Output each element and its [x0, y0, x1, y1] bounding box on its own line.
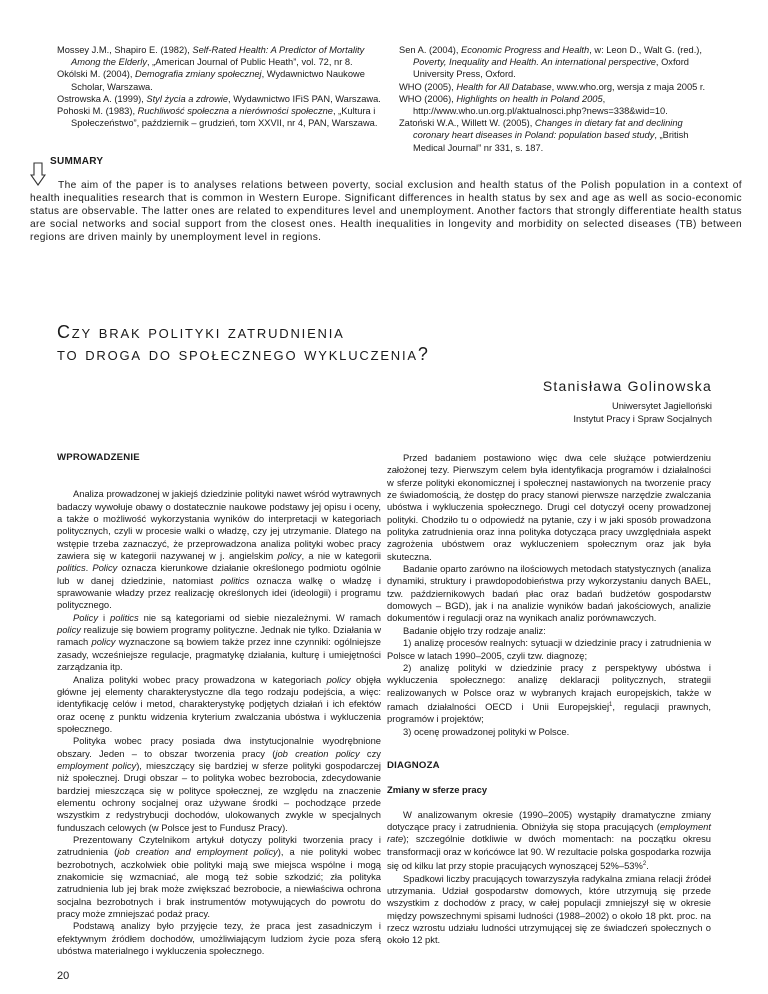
reference-item: Pohoski M. (1983), Ruchliwość społeczna a nierówności społeczne, „Kultura i Społeczeństwo”, październik – grudzień, tom XXVII, nr 4, PAN, Warszawa.	[57, 106, 378, 129]
affiliation-line-2: Instytut Pracy i Spraw Socjalnych	[573, 412, 712, 424]
article-title-line-1: Czy brak polityki zatrudnienia	[57, 322, 345, 342]
paragraph: Polityka wobec pracy posiada dwa instytucjonalnie wyodrębnione obszary. Jeden – to obszar tworzenia pracy (job creation policy czy employment policy), mieszczący się bardziej w sferze polityki gospodarczej niż społecznej. Drugi obszar – to polityka wobec bezrobocia, zdecydowanie bardziej mieszcząca się w polityce społecznej, ze względu na znaczenie elementu ochrony socjalnej oraz używane środki – pochodzące przede wszystkim z redystrybucji dochodów, ulokowanych zwykle w specjalnych funduszach celowych (w Polsce jest to Fundusz Pracy).	[57, 735, 381, 833]
list-item: 3) ocenę prowadzonej polityki w Polsce.	[403, 725, 570, 737]
reference-item: WHO (2005), Health for All Database, www.who.org, wersja z maja 2005 r.	[399, 81, 706, 92]
references-right	[399, 44, 717, 154]
summary-text: The aim of the paper is to analyses relations between poverty, social exclusion and health status of the Polish population in a context of health inequalities research that is common in Western Europe. Significant differences in health status by sex and age as well as socio-economic status are observable. The latter ones are related to expenditures level and unemployment. Another factors that strongly differentiate health status are social networks and social support from the closest ones. Health inequalities in longevity and morbidity on selected diseases (TB) between regions are driven mainly by unemployment level in regions.	[30, 180, 742, 243]
paragraph: Badanie oparto zarówno na ilościowych metodach statystycznych (analiza dynamiki, struktury i prawdopodobieństwa przy wykorzystaniu danych BAEL, tzw. październikowych badań płac oraz badań budżetów gospodarstw domowych – BGD), jak i na analizie wyników badań jakościowych, analizie dokumentów i regulacji oraz na wynikach analiz porównawczych.	[387, 563, 711, 624]
paragraph: Prezentowany Czytelnikom artykuł dotyczy polityki tworzenia pracy i zatrudnienia (job creation and employment policy), a nie polityki wobec bezrobotnych, aczkolwiek obie polityki mają swe miejsca wspólne i mogą znakomicie się wzmacniać, ale mogą też sobie szkodzić; zła polityka zatrudnienia lub jej brak może zwiększać bezrobocie, a niewłaściwa ochrona socjalna bezrobotnych i brak instrumentów motywujących do powrotu do pracy może zmniejszać podaż pracy.	[57, 833, 381, 920]
paragraph: Podstawą analizy było przyjęcie tezy, że praca jest zasadniczym i efektywnym źródłem dochodów, umożliwiającym ludziom życie poza sferą ubóstwa materialnego i wykluczenia społecznego.	[57, 920, 381, 957]
reference-item: Mossey J.M., Shapiro E. (1982), Self-Rated Health: A Predictor of Mortality Among the Elderly, „American Journal of Public Heath”, vol. 72, nr 8.	[57, 45, 365, 68]
article-title	[57, 321, 697, 365]
paragraph: Badanie objęło trzy rodzaje analiz:	[403, 624, 546, 636]
list-item: 2) analizę polityki w dziedzinie pracy z perspektywy ubóstwa i wykluczenia społecznego: analizę deklaracji politycznych, strategii realizowanych w Polsce oraz w wybranych krajach europejskich, także w ramach działalności OECD i Unii Europejskiej$^1$, regulacji prawnych, programów i projektów;	[387, 661, 711, 725]
paragraph: Spadkowi liczby pracujących towarzyszyła radykalna zmiana relacji źródeł utrzymania. Udział gospodarstw domowych, które utrzymują się przede wszystkim z dochodów z pracy, w całej populacji zmniejszył się w okresie między powszechnymi spisami ludności (1988–2002) o około 18 pkt. proc. na rzecz wzrostu udziału ludności utrzymującej się ze świadczeń społecznych o około 12 pkt.	[387, 872, 711, 946]
reference-item: Sen A. (2004), Economic Progress and Health, w: Leon D., Walt G. (red.), Poverty, Inequality and Health. An international perspective, Oxford University Press, Oxford.	[399, 45, 702, 80]
paragraph: Policy i politics nie są kategoriami od siebie niezależnymi. W ramach policy realizuje się bowiem programy polityczne. Jednak nie tylko. Działania w ramach policy wyznaczone są bowiem także przez inne czynniki: ogólniejsze zasady, wcześniejsze regulacje, pragmatykę działania, kulturę i umiejętności zarządzania itp.	[57, 611, 382, 673]
paragraph: W analizowanym okresie (1990–2005) wystąpiły dramatyczne zmiany dotyczące pracy i zatrudnienia. Obniżyła się stopa pracujących (employment rate); szczególnie dotkliwie w dwóch momentach: na początku okresu transformacji oraz w końcówce lat 90. W rezultacie polska gospodarka rozwija się od kilku lat przy stopie pracujących wynoszącej 52%–53%$^2$.	[387, 808, 711, 872]
list-item: 1) analizę procesów realnych: sytuacji w dziedzinie pracy i zatrudnienia w Polsce w latach 1990–2005, czyli tzw. diagnozę;	[387, 637, 711, 661]
subsection-heading: Zmiany w sferze pracy	[387, 784, 488, 796]
section-heading-introduction: WPROWADZENIE	[57, 452, 140, 463]
reference-item: Ostrowska A. (1999), Styl życia a zdrowie, Wydawnictwo IFiS PAN, Warszawa.	[57, 93, 381, 104]
author-name: Stanisława Golinowska	[542, 378, 712, 394]
reference-item: WHO (2006), Highlights on health in Poland 2005, http://www.who.un.org.pl/aktualnosci.php?news=338&wid=10.	[399, 93, 668, 117]
author-affiliation	[412, 400, 712, 425]
reference-item: Okólski M. (2004), Demografia zmiany społecznej, Wydawnictwo Naukowe Scholar, Warszawa.	[57, 69, 365, 92]
paragraph: Przed badaniem postawiono więc dwa cele służące potwierdzeniu założonej tezy. Pierwszym celem była identyfikacja programów i działalności w sferze polityki ekonomicznej i społecznej nastawionych na tworzenie pracy ze świadomością, że dostęp do pracy stanowi pierwsze narzędzie zwalczania ubóstwa i wykluczenia społecznego. Drugi cel dotyczył oceny prowadzonej polityki. Chodziło tu o odpowiedź na pytanie, czy i w jaki sposób prowadzona polityka zatrudnienia oraz inna polityka dotycząca pracy uwzględniała aspekt zagrożenia ubóstwem oraz wykluczeniem społecznym oraz jak była skuteczna.	[387, 452, 711, 562]
body-column-left	[57, 452, 381, 957]
footnote-marker: 2	[642, 861, 647, 868]
summary-title: SUMMARY	[50, 156, 104, 167]
paragraph: Analiza polityki wobec pracy prowadzona w kategoriach policy objęła główne jej elementy charakterystyczne dla tego rodzaju podejścia, a więc: identyfikację celów i metod, charakterystykę podjętych działań i ich efektów oraz ocenę z punktu widzenia kryterium zwalczania ubóstwa i wykluczenia społecznego.	[57, 673, 381, 734]
section-heading-diagnosis: DIAGNOZA	[387, 760, 440, 772]
footnote-marker: 1	[609, 701, 613, 708]
page-number: 20	[57, 970, 70, 982]
body-column-right	[387, 452, 711, 947]
references-left	[57, 44, 389, 129]
affiliation-line-1: Uniwersytet Jagielloński	[611, 400, 712, 411]
article-title-line-2: to droga do społecznego wykluczenia?	[57, 344, 430, 364]
reference-item: Zatoński W.A., Willett W. (2005), Changes in dietary fat and declining coronary heart diseases in Poland: population based study, „British Medical Journal” nr 331, s. 187.	[399, 118, 689, 153]
paragraph: Analiza prowadzonej w jakiejś dziedzinie polityki nawet wśród wytrawnych badaczy wywołuje obawy o dostatecznie naukowe podstawy jej opisu i oceny, a także o możliwość wykorzystania wyników do interpretacji w kategoriach politycznych, czyli w procesie walki o władzę, czy jej utrzymanie. Dlatego na wstępie trzeba zaznaczyć, że przeprowadzona analiza polityki wobec pracy zawiera się w kategorii nazywanej w j. angielskim policy, a nie w kategorii politics. Policy oznacza kierunkowe działanie określonego podmiotu ogólnie lub w danej dziedzinie, natomiast politics oznacza walkę o władzę i sprawowanie władzy przez realizację określonych idei (ideologii) i programu politycznego.	[57, 488, 382, 611]
